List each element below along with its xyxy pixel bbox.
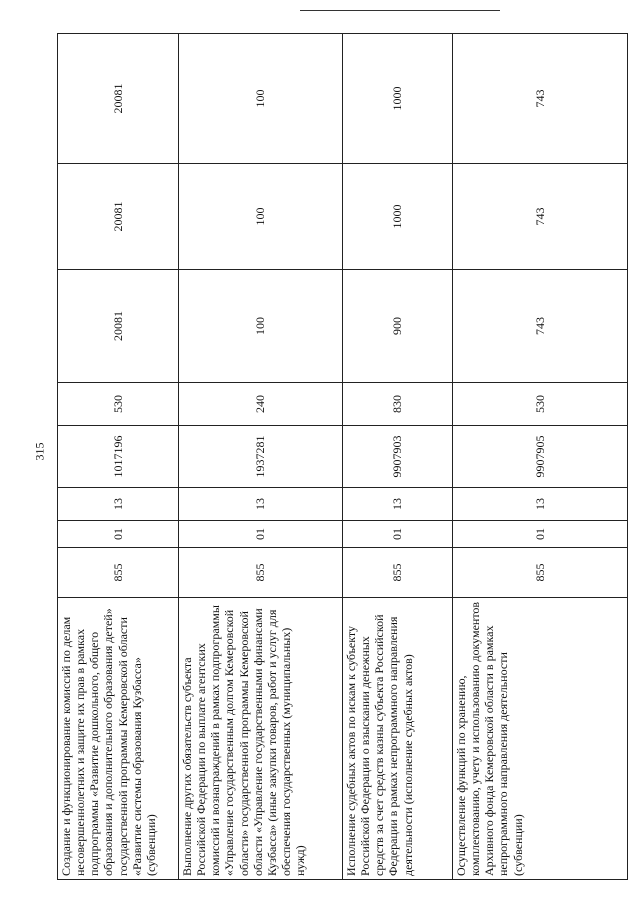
amount-2: 20081: [58, 164, 179, 270]
amount-1: 20081: [58, 270, 179, 383]
section-code: 01: [179, 521, 343, 548]
row-description: Исполнение судебных актов по искам к субъекту Российской Федерации о взыскании денежных средств за счет средств казны субъекта Российской Федерации в рамках непрограммного направления деятельности (исполнение судебных актов): [343, 598, 453, 880]
subsection-code: 13: [179, 488, 343, 521]
subsection-code: 13: [453, 488, 628, 521]
target-article-code: 1017196: [58, 426, 179, 488]
rotated-table-frame: [57, 34, 627, 880]
amount-3: 20081: [58, 34, 179, 164]
subsection-code: 13: [343, 488, 453, 521]
row-description: Выполнение других обязательств субъекта Российской Федерации по выплате агентских комиссий и вознаграждений в рамках подпрограммы «Управление государственным долгом Кемеровской области» государственной программы Кемеровской области «Управление государственными финансами Кузбасса» (иные закупки товаров, работ и услуг для обеспечения государственных (муниципальных) нужд): [179, 598, 343, 880]
budget-table: [57, 33, 628, 880]
table-row: [58, 34, 179, 880]
amount-3: 100: [179, 34, 343, 164]
section-code: 01: [58, 521, 179, 548]
target-article-code: 9907903: [343, 426, 453, 488]
amount-1: 100: [179, 270, 343, 383]
table-row: [179, 34, 343, 880]
amount-3: 1000: [343, 34, 453, 164]
amount-1: 900: [343, 270, 453, 383]
table-row: [453, 34, 628, 880]
table-row: [343, 34, 453, 880]
top-rule: [300, 10, 500, 11]
section-code: 01: [453, 521, 628, 548]
amount-2: 100: [179, 164, 343, 270]
ministry-code: 855: [179, 548, 343, 598]
expense-type-code: 530: [58, 383, 179, 426]
amount-3: 743: [453, 34, 628, 164]
amount-2: 1000: [343, 164, 453, 270]
ministry-code: 855: [453, 548, 628, 598]
section-code: 01: [343, 521, 453, 548]
target-article-code: 9907905: [453, 426, 628, 488]
ministry-code: 855: [58, 548, 179, 598]
budget-table-container: [57, 34, 627, 880]
target-article-code: 1937281: [179, 426, 343, 488]
amount-2: 743: [453, 164, 628, 270]
expense-type-code: 240: [179, 383, 343, 426]
page-number: 315: [32, 442, 47, 461]
expense-type-code: 830: [343, 383, 453, 426]
row-description: Создание и функционирование комиссий по делам несовершеннолетних и защите их прав в рамках подпрограммы «Развитие дошкольного, общего образования и дополнительного образования детей» государственной программы Кемеровской области «Развитие системы образования Кузбасса» (субвенции): [58, 598, 179, 880]
expense-type-code: 530: [453, 383, 628, 426]
amount-1: 743: [453, 270, 628, 383]
subsection-code: 13: [58, 488, 179, 521]
ministry-code: 855: [343, 548, 453, 598]
row-description: Осуществление функций по хранению, комплектованию, учету и использованию документов Архивного фонда Кемеровской области в рамках непрограммного направления деятельности (субвенции): [453, 598, 628, 880]
